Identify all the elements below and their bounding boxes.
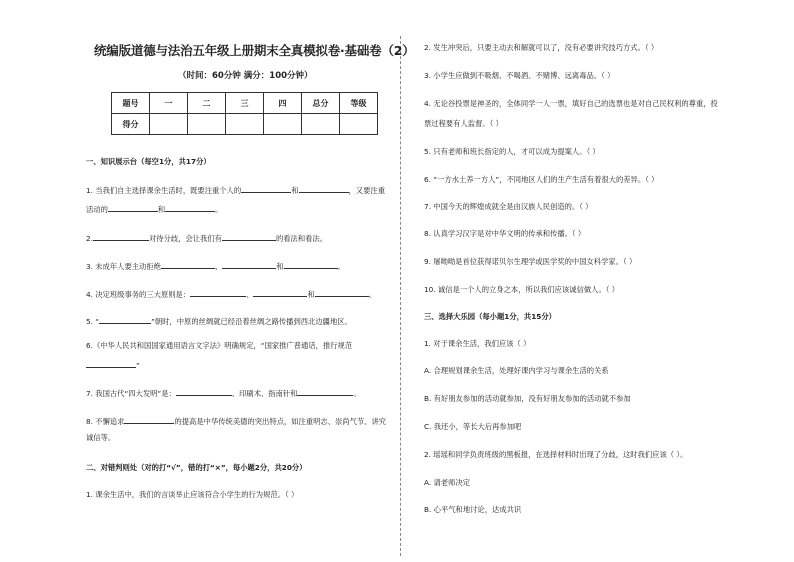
q3-text: 和: [276, 262, 284, 271]
choice-option-2b[interactable]: B. 心平气和地讨论，达成共识: [424, 505, 522, 514]
score-cell[interactable]: [264, 114, 302, 135]
score-header-cell: 三: [226, 93, 264, 114]
q4-text: 、: [246, 290, 254, 299]
q1-text: 活动的: [86, 205, 108, 214]
answer-blank[interactable]: [176, 387, 232, 396]
score-header-cell: 二: [188, 93, 226, 114]
question-1-line-2: [86, 203, 222, 215]
q8-text: 的提高是中华传统美德的突出特点，如注重明志、崇尚气节、讲究: [174, 417, 387, 426]
q1-text: 。: [215, 205, 223, 214]
score-cell[interactable]: [226, 114, 264, 135]
q3-text: 、: [214, 262, 223, 271]
column-divider: [400, 36, 401, 556]
score-row-label: 得分: [112, 114, 150, 135]
judge-question-3: 3. 小学生应做到不吸烟、不喝酒、不赌博、远离毒品。（ ）: [424, 71, 615, 80]
q4-text: 4. 决定班级事务的三大原则是：: [86, 290, 191, 299]
q5-text: ”朝时，中原的丝绸就已经沿着丝绸之路传播到西北边疆地区。: [151, 317, 352, 326]
q6-text: ”: [136, 361, 140, 370]
choice-question-1: 1. 对于课余生活，我们应该（ ）: [424, 339, 531, 348]
question-3: [86, 260, 345, 272]
score-cell[interactable]: [150, 114, 188, 135]
judge-question-4-line-1: 4. 无论谷投票是神圣的，全体同学一人一票，填好自己的选票也是对自己民权利的尊重，投: [424, 99, 718, 108]
score-header-cell: 四: [264, 93, 302, 114]
q2-text: 2.: [86, 234, 93, 243]
q1-text: 1. 当我们自主选择课余生活时，既要注重个人的: [86, 186, 242, 195]
answer-blank[interactable]: [99, 315, 151, 324]
q2-text: 的看法和看法。: [275, 234, 328, 243]
answer-blank[interactable]: [124, 415, 174, 424]
answer-blank[interactable]: [93, 232, 149, 241]
choice-question-2: 2. 瑶瑶和同学负责班级的黑板报，在选择材料时出现了分歧，这时我们应该（ ）。: [424, 450, 688, 459]
answer-blank[interactable]: [190, 288, 246, 297]
question-6-line-1: 6.《中华人民共和国国家通用语言文字法》明确规定，“国家推广普通话，推行规范: [86, 341, 353, 350]
judge-question-2: 2. 发生冲突后，只要主动去和解就可以了，没有必要讲究技巧方式。（ ）: [424, 43, 659, 52]
answer-blank[interactable]: [161, 260, 215, 269]
choice-option-2a[interactable]: A. 请老师决定: [424, 478, 470, 487]
score-cell[interactable]: [188, 114, 226, 135]
judge-question-6: 6. “一方水土养一方人”，不同地区人们的生产生活有着很大的差异。（ ）: [424, 175, 659, 184]
q5-text: 5. “: [86, 317, 100, 326]
score-cell[interactable]: [302, 114, 340, 135]
question-8-line-2: 诚信等。: [86, 433, 116, 442]
answer-blank[interactable]: [165, 203, 215, 212]
answer-blank[interactable]: [299, 184, 349, 193]
choice-option-1b[interactable]: B. 有好朋友参加的活动就参加，没有好朋友参加的活动就不参加: [424, 394, 631, 403]
choice-option-1a[interactable]: A. 合理规划课余生活，处理好课内学习与课余生活的关系: [424, 366, 609, 375]
q2-text: 对待分歧，会让我们有: [148, 234, 222, 243]
question-4: [86, 288, 376, 300]
page-title: 统编版道德与法治五年级上册期末全真模拟卷·基础卷（2）: [94, 43, 415, 58]
score-table-header-row: [112, 93, 378, 114]
answer-blank[interactable]: [284, 260, 338, 269]
judge-question-5: 5. 只有老师和班长指定的人，才可以成为提案人。（ ）: [424, 147, 600, 156]
choice-option-1c[interactable]: C. 我还小，等长大后再参加吧: [424, 422, 522, 431]
score-table: [111, 92, 378, 135]
score-header-cell: 题号: [112, 93, 150, 114]
q4-text: 。: [368, 290, 377, 299]
q7-text: 7. 我国古代“四大发明”是：: [86, 389, 176, 398]
score-header-cell: 等级: [340, 93, 378, 114]
section-3-heading: 三、选择大乐园（每小题1分，共15分）: [424, 312, 556, 321]
judge-question-7: 7. 中国今天的辉煌成就全是由汉族人民创造的。（ ）: [424, 202, 593, 211]
judge-question-10: 10. 诚信是一个人的立身之本，所以我们应该诚信做人。（ ）: [424, 285, 620, 294]
score-table-score-row: [112, 114, 378, 135]
answer-blank[interactable]: [253, 288, 307, 297]
score-header-cell: 总分: [302, 93, 340, 114]
question-1-line-1: [86, 184, 385, 196]
score-cell[interactable]: [340, 114, 378, 135]
judge-question-4-line-2: 票过程要有人监督。（ ）: [424, 119, 503, 128]
answer-blank[interactable]: [222, 260, 276, 269]
q4-text: 和: [307, 290, 315, 299]
answer-blank[interactable]: [315, 288, 369, 297]
judge-question-1: 1. 课余生活中，我们的言谈举止应该符合小学生的行为规范。（ ）: [86, 490, 299, 499]
question-2: [86, 232, 327, 244]
score-header-cell: 一: [150, 93, 188, 114]
q1-text: 和: [157, 205, 166, 214]
answer-blank[interactable]: [297, 387, 353, 396]
q1-text: ，又要注重: [348, 186, 385, 195]
q7-text: 。: [353, 389, 361, 398]
answer-blank[interactable]: [86, 359, 136, 368]
section-1-heading: 一、知识展示台（每空1分，共17分）: [86, 157, 211, 166]
answer-blank[interactable]: [108, 203, 158, 212]
answer-blank[interactable]: [222, 232, 276, 241]
question-8-line-1: [86, 415, 386, 427]
q3-text: 3. 未成年人要主动拒绝: [86, 262, 161, 271]
exam-subtitle: （时间：60分钟 满分：100分钟）: [178, 71, 313, 81]
question-5: [86, 315, 352, 327]
q3-text: 。: [337, 262, 345, 271]
question-7: [86, 387, 361, 399]
section-2-heading: 二、对错判则处（对的打“√”，错的打“×”，每小题2分，共20分）: [86, 463, 307, 472]
q1-text: 和: [291, 186, 299, 195]
question-6-line-2: [86, 359, 140, 371]
judge-question-8: 8. 认真学习汉字是对中华文明的传承和传播。（ ）: [424, 229, 586, 238]
judge-question-9: 9. 屠呦呦是首位获得诺贝尔生理学或医学奖的中国女科学家。（ ）: [424, 257, 637, 266]
q7-text: 、印刷术、指南针和: [231, 389, 298, 398]
answer-blank[interactable]: [241, 184, 291, 193]
q8-text: 8. 不懈追求: [86, 417, 125, 426]
